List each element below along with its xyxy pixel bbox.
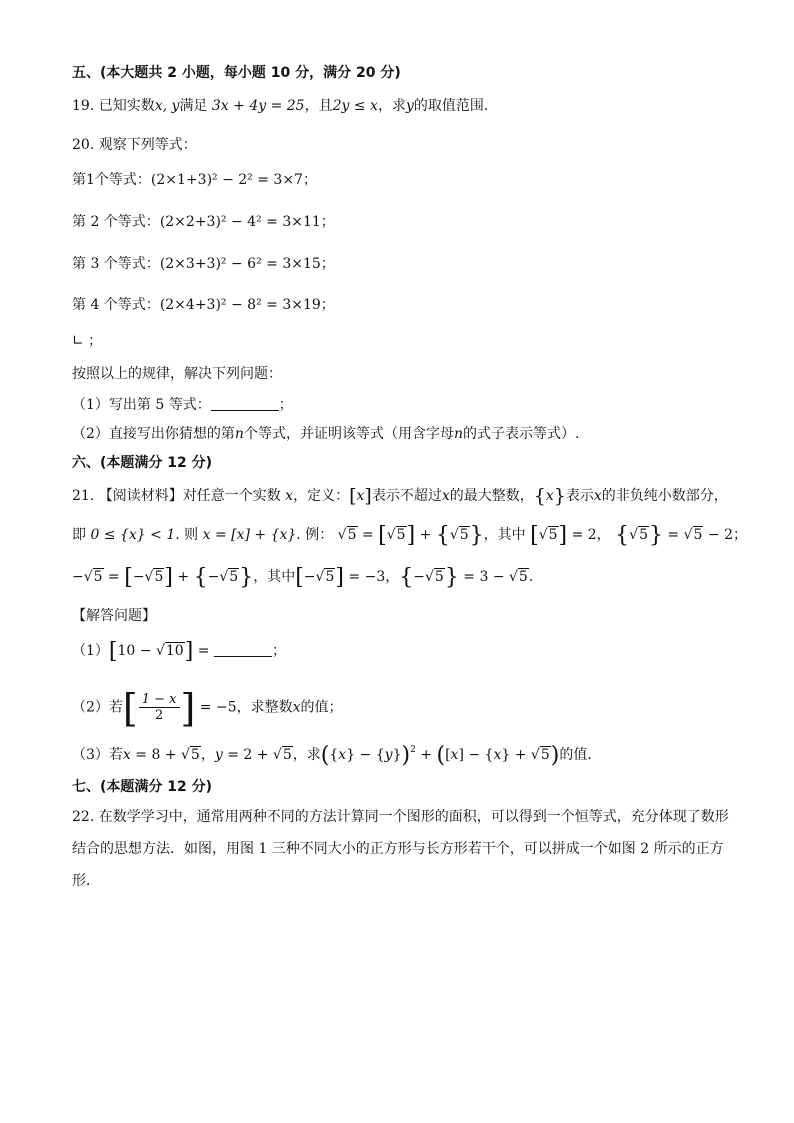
q20-ellipsis: ∟ ； <box>72 333 103 349</box>
q21-l1b: ，定义： <box>293 488 350 504</box>
q21-p3a: （3）若 <box>72 747 123 763</box>
q21-l3a: ，其中 <box>253 569 296 585</box>
q21-l2d: x = [x] + {x} <box>202 527 297 543</box>
q21-l3b: . <box>528 569 534 585</box>
q21-example-1: √5 = [√5] + {√5} <box>337 523 484 548</box>
question-20-intro: 20. 观察下列等式： <box>72 137 197 153</box>
q21-example-4: [−√5] = −3，{−√5} = 3 − √5 <box>295 565 528 590</box>
q21-fraction: $\frac{1 - x}{2}$ <box>139 692 180 723</box>
q20-equation-2 <box>72 212 335 232</box>
q20-p2c: 的式子表示等式）. <box>462 426 580 442</box>
q21-p1: （1） <box>72 643 109 659</box>
q19-mid3: ，求 <box>377 98 406 114</box>
q19-vars: x, y <box>154 98 180 114</box>
q19-suffix: 的取值范围. <box>413 98 489 114</box>
q19-inequality: 2y ≤ x <box>332 98 378 114</box>
q20-eq2: (2×2+3)² − 4² = 3×11； <box>159 214 335 230</box>
q20-p1-blank[interactable] <box>211 396 279 411</box>
question-19 <box>72 96 488 116</box>
q20-equation-3 <box>72 254 335 274</box>
q21-part-1: （1）[10 − √10] = ； <box>72 639 286 664</box>
q21-l1c: 表示不超过 <box>371 488 442 504</box>
q20-equation-4 <box>72 295 335 315</box>
q20-p1-end: ； <box>278 397 293 413</box>
q21-answer-heading: 【解答问题】 <box>72 608 156 624</box>
q21-l1f: 的非负纯小数部分， <box>601 488 728 504</box>
q19-var-y: y <box>405 98 414 114</box>
q21-part-2: （2）若[ $\frac{1 - x}{2}$ ] = −5，求整数x的值； <box>72 686 343 731</box>
q20-equation-1 <box>72 170 317 190</box>
q21-line-3 <box>72 567 533 588</box>
q21-l2e: . 例： <box>296 527 334 543</box>
q21-line-2 <box>72 525 747 546</box>
q20-eq4: (2×4+3)² − 8² = 3×19； <box>159 297 335 313</box>
q21-l2f: ，其中 <box>483 527 526 543</box>
q21-p3b: ，求 <box>292 747 321 763</box>
q20-p1-text: （1）写出第 5 等式： <box>72 397 211 413</box>
q21-p3c: 的值. <box>559 747 592 763</box>
q20-p2b: 个等式，并证明该等式（用含字母 <box>243 426 454 442</box>
q20-part-1 <box>72 395 293 415</box>
q20-part-2 <box>72 424 579 444</box>
q21-p2c: 的值； <box>300 699 343 716</box>
q20-eq3: (2×3+3)² − 6² = 3×15； <box>159 256 335 272</box>
q21-p2b: ，求整数 <box>236 699 293 716</box>
q21-l2a: 即 <box>72 527 86 543</box>
q20-eq4-label: 第 4 个等式： <box>72 297 160 313</box>
q20-p2-n2: n <box>453 426 463 442</box>
q21-p2a: （2）若 <box>72 699 123 716</box>
section-5-heading: 五、(本大题共 2 小题，每小题 10 分，满分 20 分) <box>72 65 401 81</box>
q21-l1e: 表示 <box>565 488 594 504</box>
q22-line-2: 结合的思想方法．如图，用图 1 三种不同大小的正方形与长方形若干个，可以拼成一个如图 2 所示的正方 <box>72 841 724 857</box>
q20-eq1-label: 第1个等式： <box>72 172 151 188</box>
q21-l1d: 的最大整数， <box>449 488 534 504</box>
q20-eq3-label: 第 3 个等式： <box>72 256 160 272</box>
q19-mid2: ，且 <box>304 98 333 114</box>
q20-p2-n: n <box>234 426 244 442</box>
section-7-heading: 七、(本题满分 12 分) <box>72 779 213 795</box>
q21-l1a: 21. 【阅读材料】对任意一个实数 <box>72 488 281 504</box>
q21-p3-expr: $(\{x\} - \{y\})^2 + ([x] - \{x\} + √5)$ <box>320 743 560 768</box>
section-6-heading: 六、(本题满分 12 分) <box>72 455 213 471</box>
q21-line-1: 21. 【阅读材料】对任意一个实数 x，定义：[x]表示不超过x的最大整数，{x}表示x的非负纯小数部分， <box>72 485 728 507</box>
q20-eq2-label: 第 2 个等式： <box>72 214 160 230</box>
q21-l2b: 0 ≤ {x} < 1 <box>90 527 176 543</box>
q21-p1-end: ； <box>271 643 286 659</box>
q19-prefix: 19. 已知实数 <box>72 98 155 114</box>
q20-rule: 按照以上的规律，解决下列问题： <box>72 366 282 382</box>
q22-line-1: 22. 在数学学习中，通常用两种不同的方法计算同一个图形的面积，可以得到一个恒等式，充分体现了数形 <box>72 809 729 825</box>
q19-mid1: 满足 <box>179 98 208 114</box>
q21-l2c: . 则 <box>175 527 199 543</box>
q20-eq1: (2×1+3)² − 2² = 3×7； <box>150 172 317 188</box>
q21-example-2: [√5] = 2， {√5} = √5 − 2； <box>530 523 748 548</box>
q22-line-3: 形． <box>72 873 100 889</box>
q21-part-3: （3）若x = 8 + √5，y = 2 + √5，求$(\{x\} - \{y\})^2 + ([x] - \{x\} + √5)$的值. <box>72 743 592 768</box>
q21-example-3: −√5 = [−√5] + {−√5} <box>72 565 254 590</box>
q19-equation: 3x + 4y = 25 <box>211 98 305 114</box>
q21-p1-blank[interactable] <box>214 642 272 657</box>
q20-p2a: （2）直接写出你猜想的第 <box>72 426 235 442</box>
